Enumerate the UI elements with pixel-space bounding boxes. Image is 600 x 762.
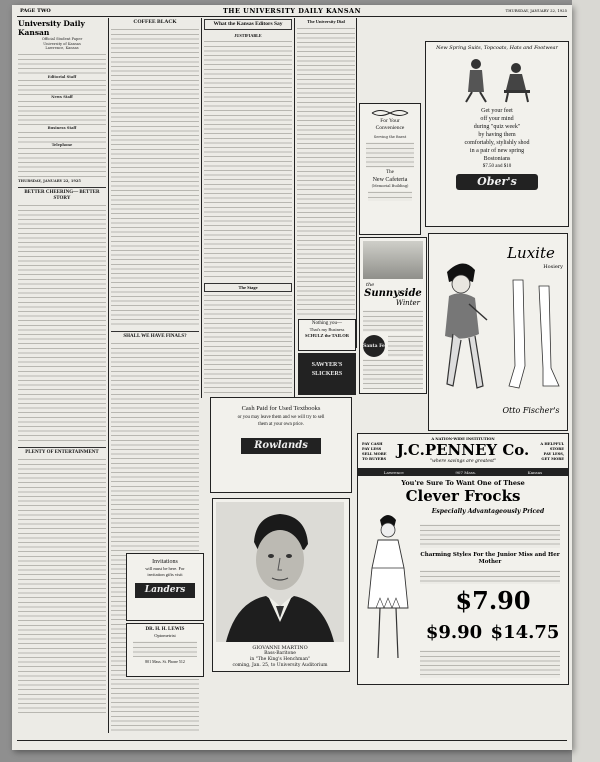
ad-line: the [366,282,375,288]
staff-heading: Editorial Staff [47,74,77,79]
ad-line: DR. H. H. LEWIS [145,627,185,632]
jc-penney-ad [357,433,569,685]
optometrist-ad [126,623,204,677]
rowlands-textbook-ad [210,397,352,493]
ad-line: them at your own price. [258,422,304,427]
rowlands-logo: Rowlands [241,438,321,454]
kansas-editors-column [204,19,292,399]
staff-heading: News Staff [51,95,73,100]
editorial-column [18,19,106,739]
column-heading: What the Kansas Editors Say [204,19,292,30]
sawyers-slickers-ad [298,353,356,395]
frock-illustration [362,508,414,668]
caption-name: GIOVANNI MARTINO [252,645,308,651]
newspaper-page [12,5,572,750]
penney-sub: Especially Advantageously Priced [431,508,545,515]
schulz-tailor-ad [298,319,356,351]
penney-right-line: GET MORE [541,457,564,461]
penney-city: Lawrence [383,469,404,475]
ad-price: $7.50 and $10 [482,164,512,169]
ad-line: Bostonians [483,156,511,162]
paper-line: Official Student Paper [41,37,83,41]
penney-left-line: SELL MORE [362,452,387,456]
ad-line: during "quiz week" [473,124,521,130]
landers-logo: Landers [135,583,195,598]
penney-headline: Clever Frocks [405,487,521,505]
sunnyside-winter-ad [359,237,427,394]
ad-line: That's my Business [309,327,345,332]
ad-line: invitation gifts visit [147,572,183,577]
penney-left-line: TO BUYERS [362,457,387,461]
penney-tagline-top: A NATION-WIDE INSTITUTION [431,437,495,441]
adjacent-page-strip [572,0,600,762]
ad-line: Get your feet [481,108,513,114]
ad-line: New Spring Suits, Topcoats, Hats and Footwear [436,45,558,51]
ad-line: The [386,169,394,175]
landscape-illustration [363,241,423,279]
caption-show: in "The King's Henchman" [249,657,311,662]
ad-line: 801 Mass. St. Phone 512 [145,659,185,664]
ad-line: Convenience [375,125,405,131]
ad-line: For Your [380,118,400,124]
penney-address: 907 Mass. [455,469,477,475]
luxite-sub: Hosiery [543,264,563,270]
penney-logo: J.C.PENNEY Co. [396,441,530,459]
ad-line: Invitations [152,559,178,565]
column-heading: COFFEE BLACK [133,19,177,25]
caption-date: coming, Jan. 25, to University Auditorium [232,663,328,668]
ornament-icon [360,108,420,118]
luxite-hosiery-ad [428,233,568,431]
editorial-headline: BETTER CHEERING— BETTER STORY [18,187,106,202]
men-illustration [446,54,548,104]
penney-charming: Charming Styles For the Junior Miss and Her Mother [420,552,560,565]
column-sub: JUSTIFIABLE [234,32,262,38]
ad-line: in a pair of new spring [469,148,525,154]
landers-invitations-ad [126,553,204,621]
stocking-illustration [503,276,563,396]
obers-shoe-ad [425,41,569,227]
santa-fe-logo: Santa Fe [363,335,385,357]
portrait-photo [216,502,344,642]
ad-line: Serving the finest [373,135,407,139]
ad-line: SLICKERS [311,371,343,377]
ad-line: or you may leave them and we will try to sell [237,415,325,420]
caption-role: Bass-Baritone [264,651,296,656]
ad-line: off your mind [480,116,514,122]
finals-headline: SHALL WE HAVE FINALS? [111,331,199,340]
penney-right-line: PAY LESS, [543,452,564,456]
ad-line: Optometrist [154,633,176,638]
penney-right-line: A HELPFUL [540,442,564,446]
penney-state: Kansas [527,469,543,475]
penney-price: $14.75 [490,622,560,643]
ad-line: SAWYER'S [311,362,343,368]
penney-tagline: "where savings are greatest" [429,459,497,464]
penney-price: $7.90 [455,586,531,615]
paper-line: University of Kansas [43,41,81,46]
penney-left-line: PAY CASH [362,442,383,446]
stage-label: The Stage [204,283,292,292]
ad-line: comfortably, stylishly shod [464,140,530,146]
staff-heading: Telephone [51,142,73,147]
penney-price: $9.90 [425,622,483,643]
editorial-headline: PLENTY OF ENTERTAINMENT [18,447,106,456]
penney-right-line: STORE [549,447,564,451]
ad-line: Winter [395,299,420,307]
ad-line: New Cafeteria [372,176,408,183]
store-logo: Otto Fischer's [502,406,560,415]
penney-left-line: PAY LESS [362,447,382,451]
luxite-brand: Luxite [507,244,555,262]
university-dial-column [297,19,355,319]
paper-name: University Daily Kansan [18,19,85,37]
obers-logo: Ober's [456,174,538,190]
masthead-date: THURSDAY, JANUARY 22, 1925 [505,8,567,13]
martino-portrait [212,498,350,672]
masthead-title: THE UNIVERSITY DAILY KANSAN [222,7,362,15]
cafeteria-ad [359,103,421,235]
page-label: PAGE TWO [20,8,51,14]
ad-line: SCHULZ the TAILOR [304,333,350,338]
ad-line: will must be here. For [145,566,185,571]
ad-line: (Memorial Building) [371,183,409,188]
paper-line: Lawrence, Kansas [45,46,79,51]
editorial-date: THURSDAY, JANUARY 22, 1925 [18,179,81,184]
column-heading: The University Dial [307,19,345,24]
ad-line: Sunnyside [364,288,422,299]
penney-want: You're Sure To Want One of These [401,479,525,487]
ad-line: Cash Paid for Used Textbooks [241,405,321,412]
ad-line: Nothing you— [311,321,343,326]
staff-heading: Business Staff [47,125,77,130]
woman-illustration [433,254,493,404]
ad-line: by having them [478,132,516,138]
